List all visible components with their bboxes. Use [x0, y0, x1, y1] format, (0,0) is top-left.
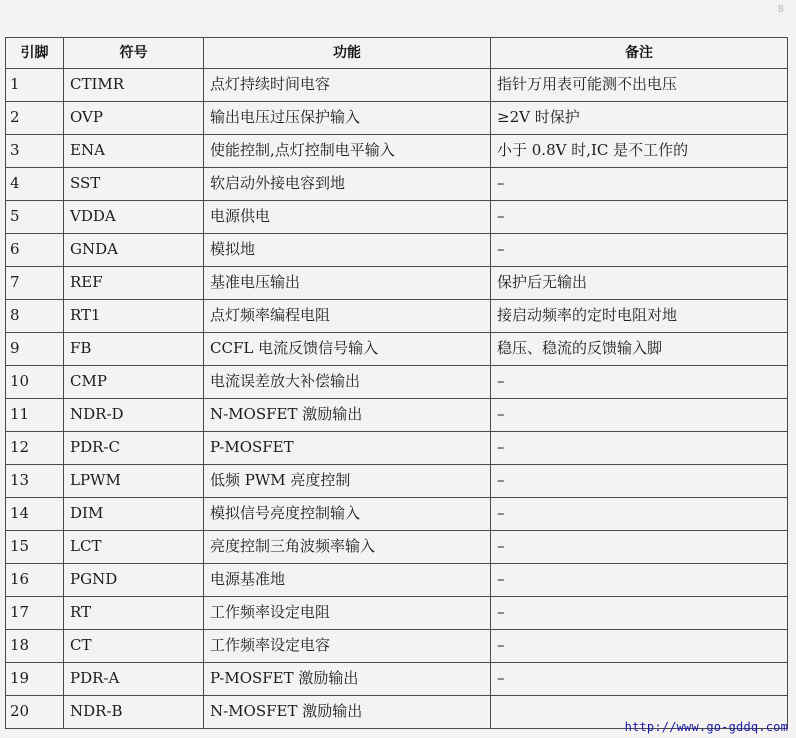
scan-corner-mark: 8 — [777, 4, 784, 15]
cell-note: 接启动频率的定时电阻对地 — [491, 300, 788, 333]
table-row — [6, 102, 788, 135]
cell-function: 点灯频率编程电阻 — [204, 300, 491, 333]
cell-pin: 12 — [6, 432, 64, 465]
cell-symbol: PDR-A — [64, 663, 204, 696]
cell-pin: 13 — [6, 465, 64, 498]
cell-symbol: OVP — [64, 102, 204, 135]
table-row — [6, 432, 788, 465]
cell-symbol: NDR-B — [64, 696, 204, 729]
table-row — [6, 300, 788, 333]
cell-function: 点灯持续时间电容 — [204, 69, 491, 102]
cell-pin: 3 — [6, 135, 64, 168]
cell-function: CCFL 电流反馈信号输入 — [204, 333, 491, 366]
cell-note: – — [491, 366, 788, 399]
table-row — [6, 366, 788, 399]
cell-function: 工作频率设定电阻 — [204, 597, 491, 630]
cell-pin: 4 — [6, 168, 64, 201]
cell-note: – — [491, 399, 788, 432]
cell-symbol: FB — [64, 333, 204, 366]
table-row — [6, 234, 788, 267]
cell-symbol: RT1 — [64, 300, 204, 333]
cell-note: – — [491, 564, 788, 597]
cell-function: 使能控制,点灯控制电平输入 — [204, 135, 491, 168]
table-row — [6, 135, 788, 168]
cell-note: 保护后无输出 — [491, 267, 788, 300]
cell-pin: 6 — [6, 234, 64, 267]
cell-symbol: DIM — [64, 498, 204, 531]
table-row — [6, 465, 788, 498]
cell-pin: 19 — [6, 663, 64, 696]
cell-pin: 1 — [6, 69, 64, 102]
watermark-url: http://www.go-gddq.com — [624, 720, 788, 734]
table-header-row — [6, 38, 788, 69]
cell-symbol: ENA — [64, 135, 204, 168]
table-row — [6, 399, 788, 432]
table-row — [6, 564, 788, 597]
cell-symbol: RT — [64, 597, 204, 630]
cell-symbol: CT — [64, 630, 204, 663]
cell-note: – — [491, 597, 788, 630]
cell-pin: 18 — [6, 630, 64, 663]
cell-function: 软启动外接电容到地 — [204, 168, 491, 201]
header-function: 功能 — [204, 38, 491, 69]
cell-symbol: CMP — [64, 366, 204, 399]
table-row — [6, 333, 788, 366]
table-row — [6, 69, 788, 102]
table-row — [6, 267, 788, 300]
header-symbol: 符号 — [64, 38, 204, 69]
cell-pin: 10 — [6, 366, 64, 399]
table-body — [6, 69, 788, 729]
table-row — [6, 663, 788, 696]
cell-note: ≥2V 时保护 — [491, 102, 788, 135]
table-row — [6, 201, 788, 234]
cell-pin: 11 — [6, 399, 64, 432]
cell-note: – — [491, 663, 788, 696]
cell-symbol: GNDA — [64, 234, 204, 267]
cell-function: 电源基准地 — [204, 564, 491, 597]
cell-pin: 8 — [6, 300, 64, 333]
cell-function: 电源供电 — [204, 201, 491, 234]
cell-note: – — [491, 498, 788, 531]
cell-function: 电流误差放大补偿输出 — [204, 366, 491, 399]
table-row — [6, 531, 788, 564]
cell-function: 低频 PWM 亮度控制 — [204, 465, 491, 498]
cell-function: 基准电压输出 — [204, 267, 491, 300]
cell-function: 亮度控制三角波频率输入 — [204, 531, 491, 564]
cell-note: – — [491, 201, 788, 234]
pin-function-table — [5, 37, 788, 729]
cell-function: P-MOSFET 激励输出 — [204, 663, 491, 696]
cell-symbol: CTIMR — [64, 69, 204, 102]
cell-note: – — [491, 531, 788, 564]
cell-note: 指针万用表可能测不出电压 — [491, 69, 788, 102]
table-row — [6, 597, 788, 630]
cell-symbol: VDDA — [64, 201, 204, 234]
cell-symbol: PDR-C — [64, 432, 204, 465]
pin-function-table-container — [5, 37, 787, 729]
cell-function: N-MOSFET 激励输出 — [204, 696, 491, 729]
cell-pin: 5 — [6, 201, 64, 234]
cell-note: – — [491, 432, 788, 465]
cell-function: 模拟信号亮度控制输入 — [204, 498, 491, 531]
cell-function: N-MOSFET 激励输出 — [204, 399, 491, 432]
cell-pin: 16 — [6, 564, 64, 597]
cell-pin: 20 — [6, 696, 64, 729]
header-note: 备注 — [491, 38, 788, 69]
header-pin: 引脚 — [6, 38, 64, 69]
cell-symbol: LCT — [64, 531, 204, 564]
cell-pin: 9 — [6, 333, 64, 366]
cell-function: 工作频率设定电容 — [204, 630, 491, 663]
cell-note: – — [491, 630, 788, 663]
cell-note: – — [491, 234, 788, 267]
cell-symbol: REF — [64, 267, 204, 300]
table-row — [6, 168, 788, 201]
cell-pin: 14 — [6, 498, 64, 531]
cell-pin: 7 — [6, 267, 64, 300]
cell-symbol: NDR-D — [64, 399, 204, 432]
cell-symbol: PGND — [64, 564, 204, 597]
cell-note: – — [491, 465, 788, 498]
cell-pin: 2 — [6, 102, 64, 135]
cell-function: 模拟地 — [204, 234, 491, 267]
table-row — [6, 630, 788, 663]
cell-function: P-MOSFET — [204, 432, 491, 465]
cell-note: 小于 0.8V 时,IC 是不工作的 — [491, 135, 788, 168]
cell-symbol: SST — [64, 168, 204, 201]
cell-pin: 15 — [6, 531, 64, 564]
cell-note: – — [491, 168, 788, 201]
cell-function: 输出电压过压保护输入 — [204, 102, 491, 135]
cell-pin: 17 — [6, 597, 64, 630]
cell-symbol: LPWM — [64, 465, 204, 498]
table-row — [6, 498, 788, 531]
cell-note: 稳压、稳流的反馈输入脚 — [491, 333, 788, 366]
